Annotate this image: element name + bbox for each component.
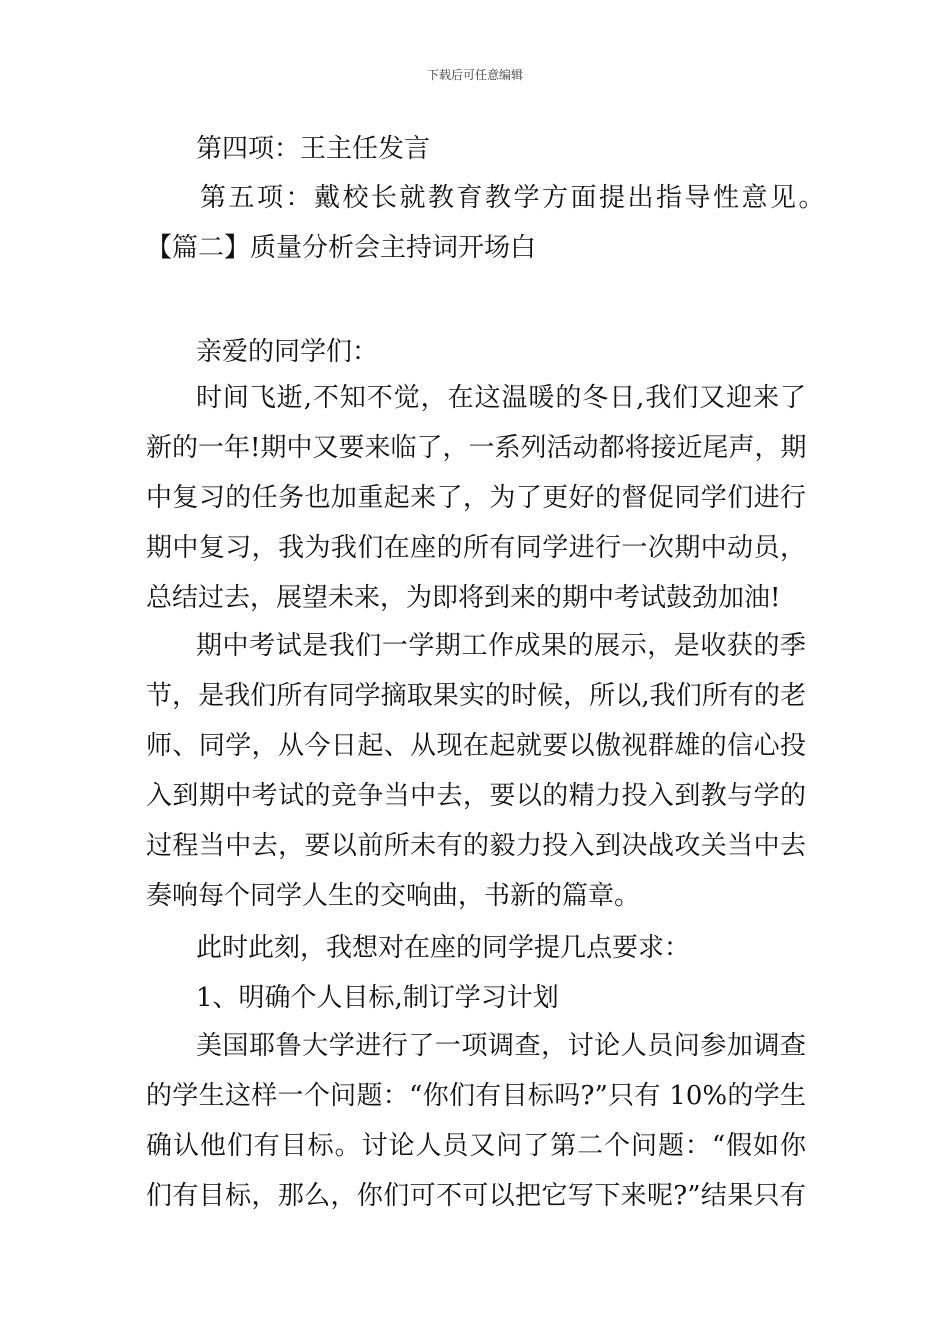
paragraph-line: 奏响每个同学人生的交响曲，书新的篇章。 <box>146 881 641 911</box>
paragraph-line: 美国耶鲁大学进行了一项调查，讨论人员问参加调查 <box>196 1031 806 1061</box>
paragraph-line: 的学生这样一个问题：“你们有目标吗?”只有 10%的学生 <box>146 1081 806 1111</box>
page-header: 下载后可任意编辑 <box>426 68 523 82</box>
paragraph-line: 师、同学，从今日起、从现在起就要以傲视群雄的信心投 <box>146 731 806 761</box>
paragraph-line: 节，是我们所有同学摘取果实的时候，所以,我们所有的老 <box>146 681 806 711</box>
paragraph-line: 确认他们有目标。讨论人员又问了第二个问题：“假如你 <box>146 1131 806 1161</box>
paragraph-line: 新的一年!期中又要来临了，一系列活动都将接近尾声，期 <box>146 433 807 463</box>
paragraph-line: 们有目标，那么，你们可不可以把它写下来呢?”结果只有 <box>146 1181 806 1211</box>
paragraph-line: 此时此刻，我想对在座的同学提几点要求： <box>196 933 691 963</box>
agenda-item-4: 第四项：王主任发言 <box>196 134 431 164</box>
paragraph-line: 过程当中去，要以前所未有的毅力投入到决战攻关当中去 <box>146 831 806 861</box>
paragraph-line: 总结过去，展望未来，为即将到来的期中考试鼓劲加油! <box>146 583 781 613</box>
section-title: 【篇二】质量分析会主持词开场白 <box>146 233 537 263</box>
greeting: 亲爱的同学们： <box>196 337 379 367</box>
paragraph-line: 期中考试是我们一学期工作成果的展示，是收获的季 <box>196 631 806 661</box>
paragraph-line: 入到期中考试的竞争当中去，要以的精力投入到教与学的 <box>146 781 806 811</box>
agenda-item-5: 第五项：戴校长就教育教学方面提出指导性意见。 <box>200 183 828 213</box>
paragraph-line: 中复习的任务也加重起来了，为了更好的督促同学们进行 <box>146 483 806 513</box>
paragraph-line: 时间飞逝,不知不觉，在这温暖的冬日,我们又迎来了 <box>196 383 806 413</box>
paragraph-line: 期中复习，我为我们在座的所有同学进行一次期中动员， <box>146 533 806 563</box>
numbered-point: 1、明确个人目标,制订学习计划 <box>196 983 559 1013</box>
